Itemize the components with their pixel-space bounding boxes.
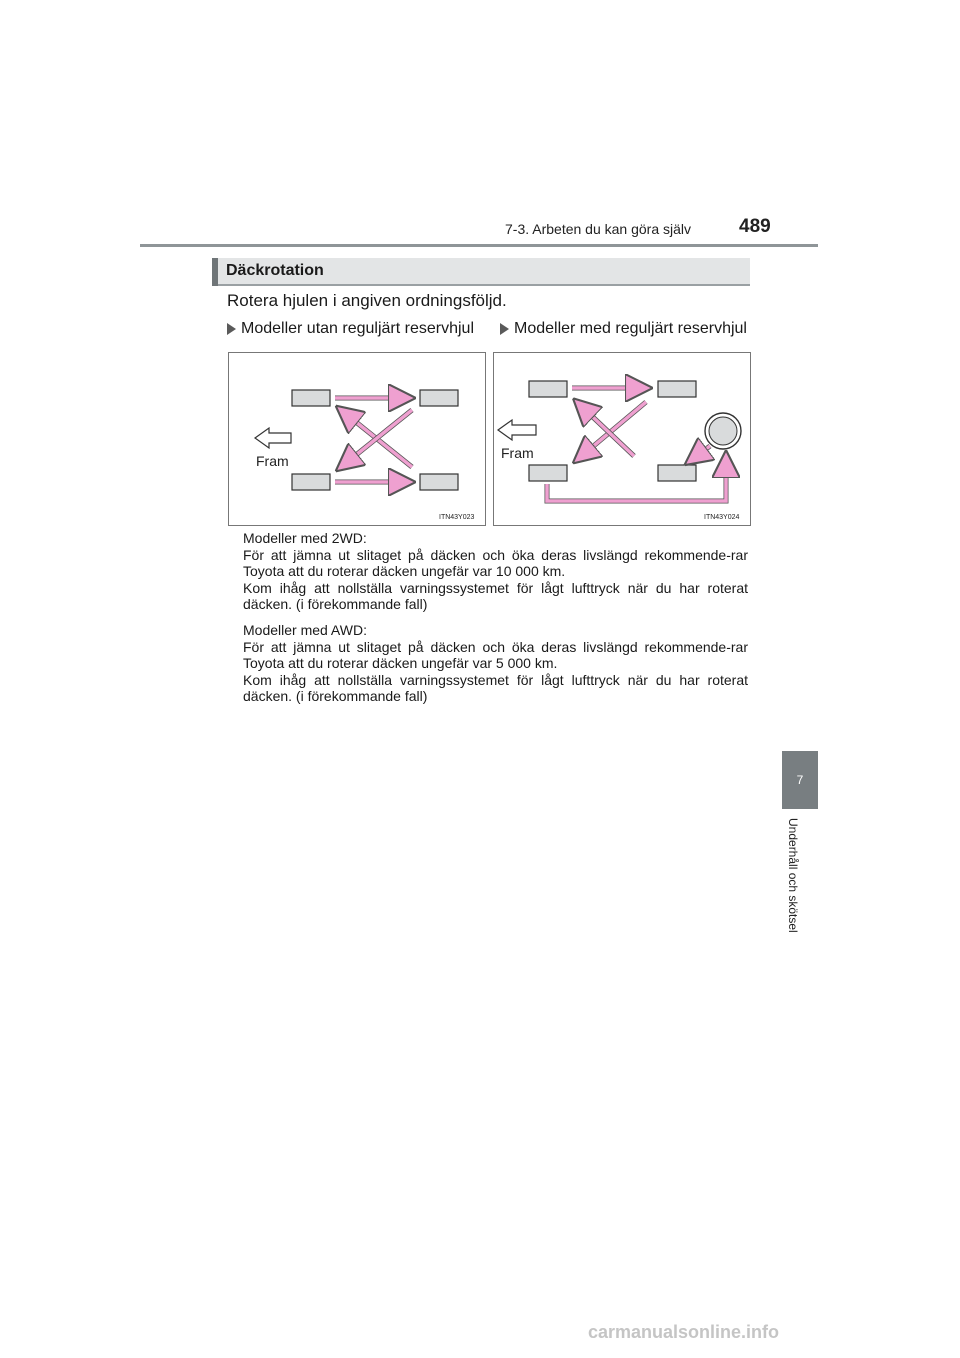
section-title: Däckrotation xyxy=(226,262,324,279)
note-awd xyxy=(243,622,748,705)
rear-left-tire xyxy=(529,465,567,481)
footer-watermark: carmanualsonline.info xyxy=(588,1322,780,1342)
figure-heading-with-spare xyxy=(500,320,747,338)
front-direction-arrow-icon xyxy=(255,428,291,448)
front-left-tire xyxy=(292,390,330,406)
section-heading-accent xyxy=(212,258,218,286)
note-heading: Modeller med 2WD: xyxy=(243,530,367,546)
rotation-arrow xyxy=(578,403,634,456)
intro-text: Rotera hjulen i angiven ordningsföljd. xyxy=(227,291,507,310)
front-label: Fram xyxy=(256,453,289,469)
figure-code: ITN43Y023 xyxy=(439,514,475,521)
note-text: För att jämna ut slitaget på däcken och öka deras livslängd rekommende-rar Toyota att du roterar däcken ungefär var 5 000 km. xyxy=(243,638,748,671)
rear-left-tire xyxy=(292,474,330,490)
note-heading: Modeller med AWD: xyxy=(243,622,367,638)
front-label: Fram xyxy=(501,445,534,461)
note-text: Kom ihåg att nollställa varningssystemet för lågt lufttryck när du har roterat däcken. (i förekommande fall) xyxy=(243,579,748,612)
front-left-tire xyxy=(529,381,567,397)
note-text: Kom ihåg att nollställa varningssystemet för lågt lufttryck när du har roterat däcken. (i förekommande fall) xyxy=(243,671,748,704)
rear-right-tire xyxy=(420,474,458,490)
figure-heading-without-spare xyxy=(227,320,474,338)
rotation-diagram-svg xyxy=(494,353,750,525)
figure-heading-text: Modeller med reguljärt reservhjul xyxy=(514,320,747,337)
rear-right-tire xyxy=(658,465,696,481)
chapter-tab-label: Underhåll och skötsel xyxy=(786,818,800,933)
note-text: För att jämna ut slitaget på däcken och öka deras livslängd rekommende-rar Toyota att du roterar däcken ungefär var 10 000 km. xyxy=(243,546,748,579)
figure-code: ITN43Y024 xyxy=(704,514,740,521)
tire-rotation-figure-without-spare xyxy=(228,352,486,526)
front-right-tire xyxy=(658,381,696,397)
front-direction-arrow-icon xyxy=(498,420,536,440)
figure-heading-text: Modeller utan reguljärt reservhjul xyxy=(241,320,474,337)
chapter-tab: 7 xyxy=(782,751,818,809)
rotation-diagram-svg xyxy=(229,353,485,525)
note-2wd xyxy=(243,530,748,613)
header-rule xyxy=(140,244,818,247)
triangle-bullet-icon xyxy=(500,323,509,335)
front-right-tire xyxy=(420,390,458,406)
triangle-bullet-icon xyxy=(227,323,236,335)
page-number: 489 xyxy=(739,216,771,237)
rotation-arrow xyxy=(690,446,710,461)
header-title: 7-3. Arbeten du kan göra själv xyxy=(505,221,692,237)
rotation-arrow-to-spare xyxy=(547,457,726,501)
tire-rotation-figure-with-spare xyxy=(493,352,751,526)
